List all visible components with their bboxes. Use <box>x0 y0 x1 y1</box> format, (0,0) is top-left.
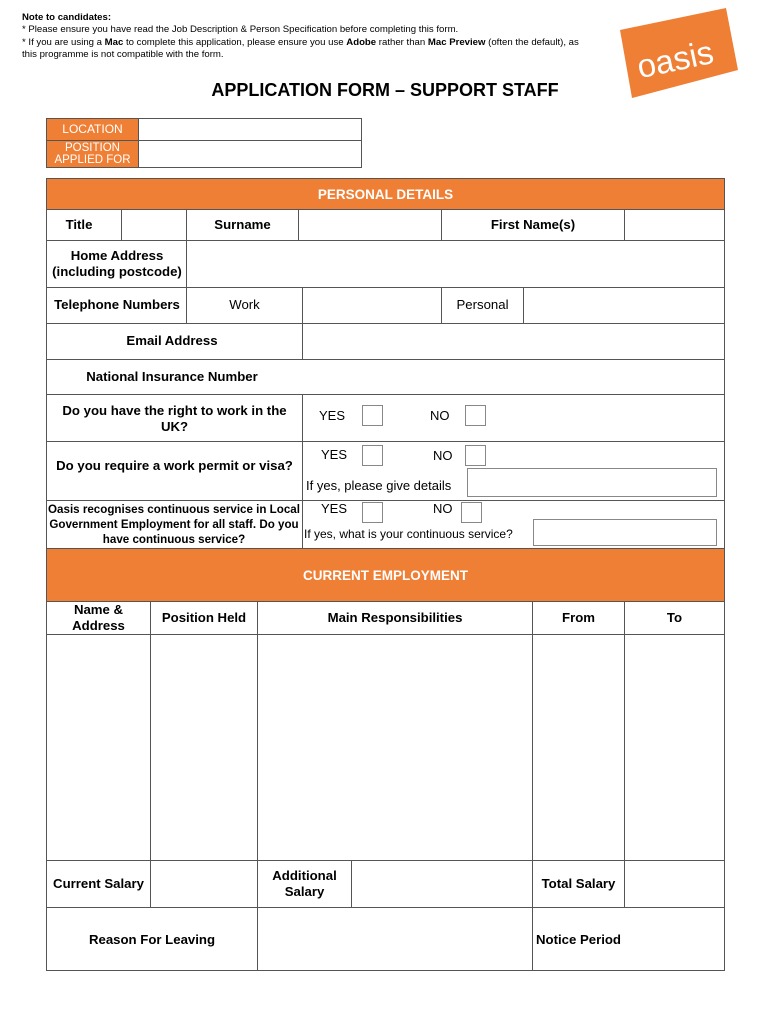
right-to-work-yes-checkbox[interactable] <box>362 405 383 426</box>
work-permit-no-checkbox[interactable] <box>465 445 486 466</box>
col-main-responsibilities: Main Responsibilities <box>327 609 463 625</box>
additional-salary-label: Additional Salary <box>272 868 337 899</box>
work-permit-details-input[interactable] <box>467 468 717 497</box>
surname-input[interactable] <box>299 210 440 240</box>
current-salary-input[interactable] <box>151 861 257 907</box>
col-name-address: Name & Address <box>72 602 125 633</box>
ni-number-input[interactable] <box>303 360 724 394</box>
notice-period-label: Notice Period <box>535 931 621 947</box>
personal-phone-input[interactable] <box>524 288 724 323</box>
right-to-work-yes-label: YES <box>319 408 346 423</box>
total-salary-label: Total Salary <box>541 875 616 891</box>
additional-salary-input[interactable] <box>352 861 532 907</box>
home-address-label: Home Address (including postcode) <box>52 248 182 279</box>
continuous-details-input[interactable] <box>533 519 717 546</box>
position-input[interactable] <box>139 141 361 167</box>
email-label: Email Address <box>126 333 218 349</box>
location-input[interactable] <box>139 119 361 140</box>
right-to-work-question: Do you have the right to work in the UK? <box>62 403 287 434</box>
col-to: To <box>666 609 683 625</box>
right-to-work-no-label: NO <box>430 408 450 423</box>
total-salary-input[interactable] <box>625 861 724 907</box>
note-line-1: * Please ensure you have read the Job Description & Person Specification before completing this form. <box>22 24 459 36</box>
col-position-held: Position Held <box>161 609 247 625</box>
personal-phone-label: Personal <box>456 297 509 313</box>
work-phone-input[interactable] <box>303 288 441 323</box>
main-responsibilities-input[interactable] <box>258 635 532 860</box>
telephone-label: Telephone Numbers <box>54 297 180 313</box>
continuous-service-question: Oasis recognises continuous service in Local Government Employment for all staff. Do you have continuous service? <box>48 502 300 546</box>
first-names-label: First Name(s) <box>490 217 576 233</box>
reason-leaving-input[interactable] <box>258 908 532 971</box>
from-date-input[interactable] <box>533 635 624 860</box>
work-permit-question: Do you require a work permit or visa? <box>56 457 293 473</box>
reason-leaving-label: Reason For Leaving <box>88 931 216 947</box>
continuous-details-label: If yes, what is your continuous service? <box>304 527 513 541</box>
continuous-no-label: NO <box>433 501 453 516</box>
current-employment-header: CURRENT EMPLOYMENT <box>47 549 724 601</box>
right-to-work-no-checkbox[interactable] <box>465 405 486 426</box>
current-salary-label: Current Salary <box>53 875 144 891</box>
continuous-yes-label: YES <box>321 501 348 516</box>
surname-label: Surname <box>214 217 271 233</box>
first-names-input[interactable] <box>625 210 724 240</box>
work-permit-yes-label: YES <box>321 447 348 462</box>
continuous-no-checkbox[interactable] <box>461 502 482 523</box>
ni-number-label: National Insurance Number <box>86 368 258 384</box>
col-from: From <box>562 609 595 625</box>
position-applied-label: POSITION APPLIED FOR <box>54 142 131 166</box>
note-heading: Note to candidates: <box>22 12 112 23</box>
notice-period-input[interactable] <box>625 908 724 971</box>
title-label: Title <box>65 217 93 233</box>
note-line-2: * If you are using a Mac to complete this application, please ensure you use Adobe rather than Mac Preview (often the default), as this programme is not compatible with the form. <box>22 36 579 60</box>
candidate-note <box>22 12 592 61</box>
page-title: APPLICATION FORM – SUPPORT STAFF <box>211 80 559 100</box>
location-label: LOCATION <box>62 122 123 137</box>
home-address-input[interactable] <box>187 241 724 287</box>
work-phone-label: Work <box>229 297 260 313</box>
svg-text:oasis: oasis <box>633 33 717 86</box>
continuous-yes-checkbox[interactable] <box>362 502 383 523</box>
to-date-input[interactable] <box>625 635 724 860</box>
position-held-input[interactable] <box>151 635 257 860</box>
work-permit-yes-checkbox[interactable] <box>362 445 383 466</box>
name-address-input[interactable] <box>47 635 150 860</box>
title-input[interactable] <box>122 210 185 240</box>
work-permit-no-label: NO <box>433 448 453 463</box>
personal-details-header: PERSONAL DETAILS <box>47 179 724 209</box>
email-input[interactable] <box>303 324 724 359</box>
work-permit-details-label: If yes, please give details <box>306 478 452 493</box>
